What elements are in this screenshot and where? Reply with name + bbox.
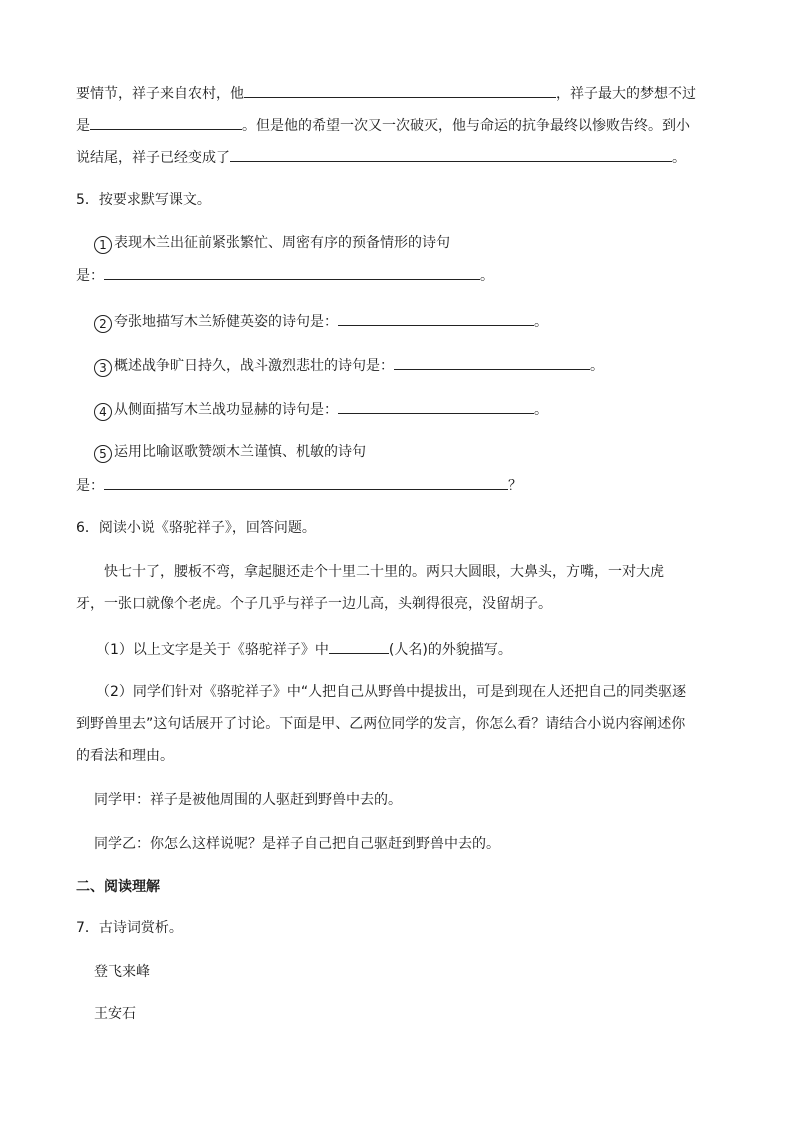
q6-sub-2-line-3: 的看法和理由。: [76, 748, 174, 764]
q6-sub-2-line-1: （2）同学们针对《骆驼祥子》中“人把自己从野兽中提拔出，可是到现在人还把自己的同类驱逐: [96, 684, 687, 700]
q6-heading: 6．阅读小说《骆驼祥子》，回答问题。: [76, 520, 316, 536]
q5-item4-text: 从侧面描写木兰战功显赫的诗句是：: [114, 402, 338, 418]
q6-student-b: 同学乙：你怎么这样说呢？是祥子自己把自己驱赶到野兽中去的。: [94, 836, 500, 852]
q5-item-5-answer: [76, 474, 522, 496]
circled-number: 2: [94, 315, 112, 333]
answer-blank[interactable]: [104, 474, 508, 490]
answer-blank[interactable]: [104, 264, 480, 280]
q5-item3-text: 概述战争旷日持久，战斗激烈悲壮的诗句是：: [114, 358, 394, 374]
q5-item5-text: 运用比喻讴歌赞颂木兰谨慎、机敏的诗句: [114, 444, 366, 460]
q4-line1-text-b: ，祥子最大的梦想不过: [556, 86, 696, 102]
q6-sub1-text-b: (人名)的外貌描写。: [388, 642, 512, 658]
q5-item1-prefix: 是：: [76, 268, 104, 284]
circled-number: 5: [94, 445, 112, 463]
q5-item1-end: 。: [480, 268, 494, 284]
q4-line3-text-b: 。: [672, 150, 686, 166]
q5-item5-end: ？: [508, 478, 522, 494]
q5-item2-end: 。: [534, 314, 548, 330]
q5-heading: 5．按要求默写课文。: [76, 192, 211, 208]
q5-item-1: [94, 233, 450, 254]
q4-line-2: [76, 114, 690, 136]
answer-blank[interactable]: [329, 638, 389, 654]
q5-item-3: [94, 354, 604, 377]
poem-author: 王安石: [94, 1006, 136, 1022]
q6-student-a: 同学甲：祥子是被他周围的人驱赶到野兽中去的。: [94, 792, 402, 808]
poem-title: 登飞来峰: [94, 964, 150, 980]
circled-number: 1: [94, 236, 112, 254]
q6-passage-line-1: 快七十了，腰板不弯，拿起腿还走个十里二十里的。两只大圆眼，大鼻头，方嘴，一对大虎: [104, 564, 664, 580]
q6-sub1-text-a: （1）以上文字是关于《骆驼祥子》中: [96, 642, 329, 658]
q7-heading: 7．古诗词赏析。: [76, 920, 183, 936]
q5-item2-text: 夸张地描写木兰矫健英姿的诗句是：: [114, 314, 338, 330]
q4-line2-text-a: 是: [76, 118, 90, 134]
q5-item-4: [94, 398, 548, 421]
circled-number: 4: [94, 403, 112, 421]
answer-blank[interactable]: [338, 398, 534, 414]
q4-line2-text-b: 。但是他的希望一次又一次破灭，他与命运的抗争最终以惨败告终。到小: [242, 118, 690, 134]
q5-item1-text: 表现木兰出征前紧张繁忙、周密有序的预备情形的诗句: [114, 235, 450, 251]
section-heading: 二、阅读理解: [76, 879, 160, 895]
q5-item5-prefix: 是：: [76, 478, 104, 494]
q5-item4-end: 。: [534, 402, 548, 418]
answer-blank[interactable]: [230, 146, 672, 162]
answer-blank[interactable]: [90, 114, 242, 130]
q6-sub-1: [96, 638, 512, 660]
q6-passage-line-2: 牙，一张口就像个老虎。个子几乎与祥子一边儿高，头剃得很亮，没留胡子。: [76, 596, 552, 612]
q4-line-3: [76, 146, 686, 168]
q5-item-1-answer: [76, 264, 494, 286]
answer-blank[interactable]: [394, 354, 590, 370]
q4-line1-text-a: 要情节，祥子来自农村，他: [76, 86, 244, 102]
answer-blank[interactable]: [244, 82, 556, 98]
q6-sub-2-line-2: 到野兽里去”这句话展开了讨论。下面是甲、乙两位同学的发言，你怎么看？请结合小说内容阐述你: [76, 716, 686, 732]
q5-item-2: [94, 310, 548, 333]
q5-item-5: [94, 442, 366, 463]
q4-line-1: [76, 82, 696, 104]
circled-number: 3: [94, 359, 112, 377]
answer-blank[interactable]: [338, 310, 534, 326]
q5-item3-end: 。: [590, 358, 604, 374]
q4-line3-text-a: 说结尾，祥子已经变成了: [76, 150, 230, 166]
